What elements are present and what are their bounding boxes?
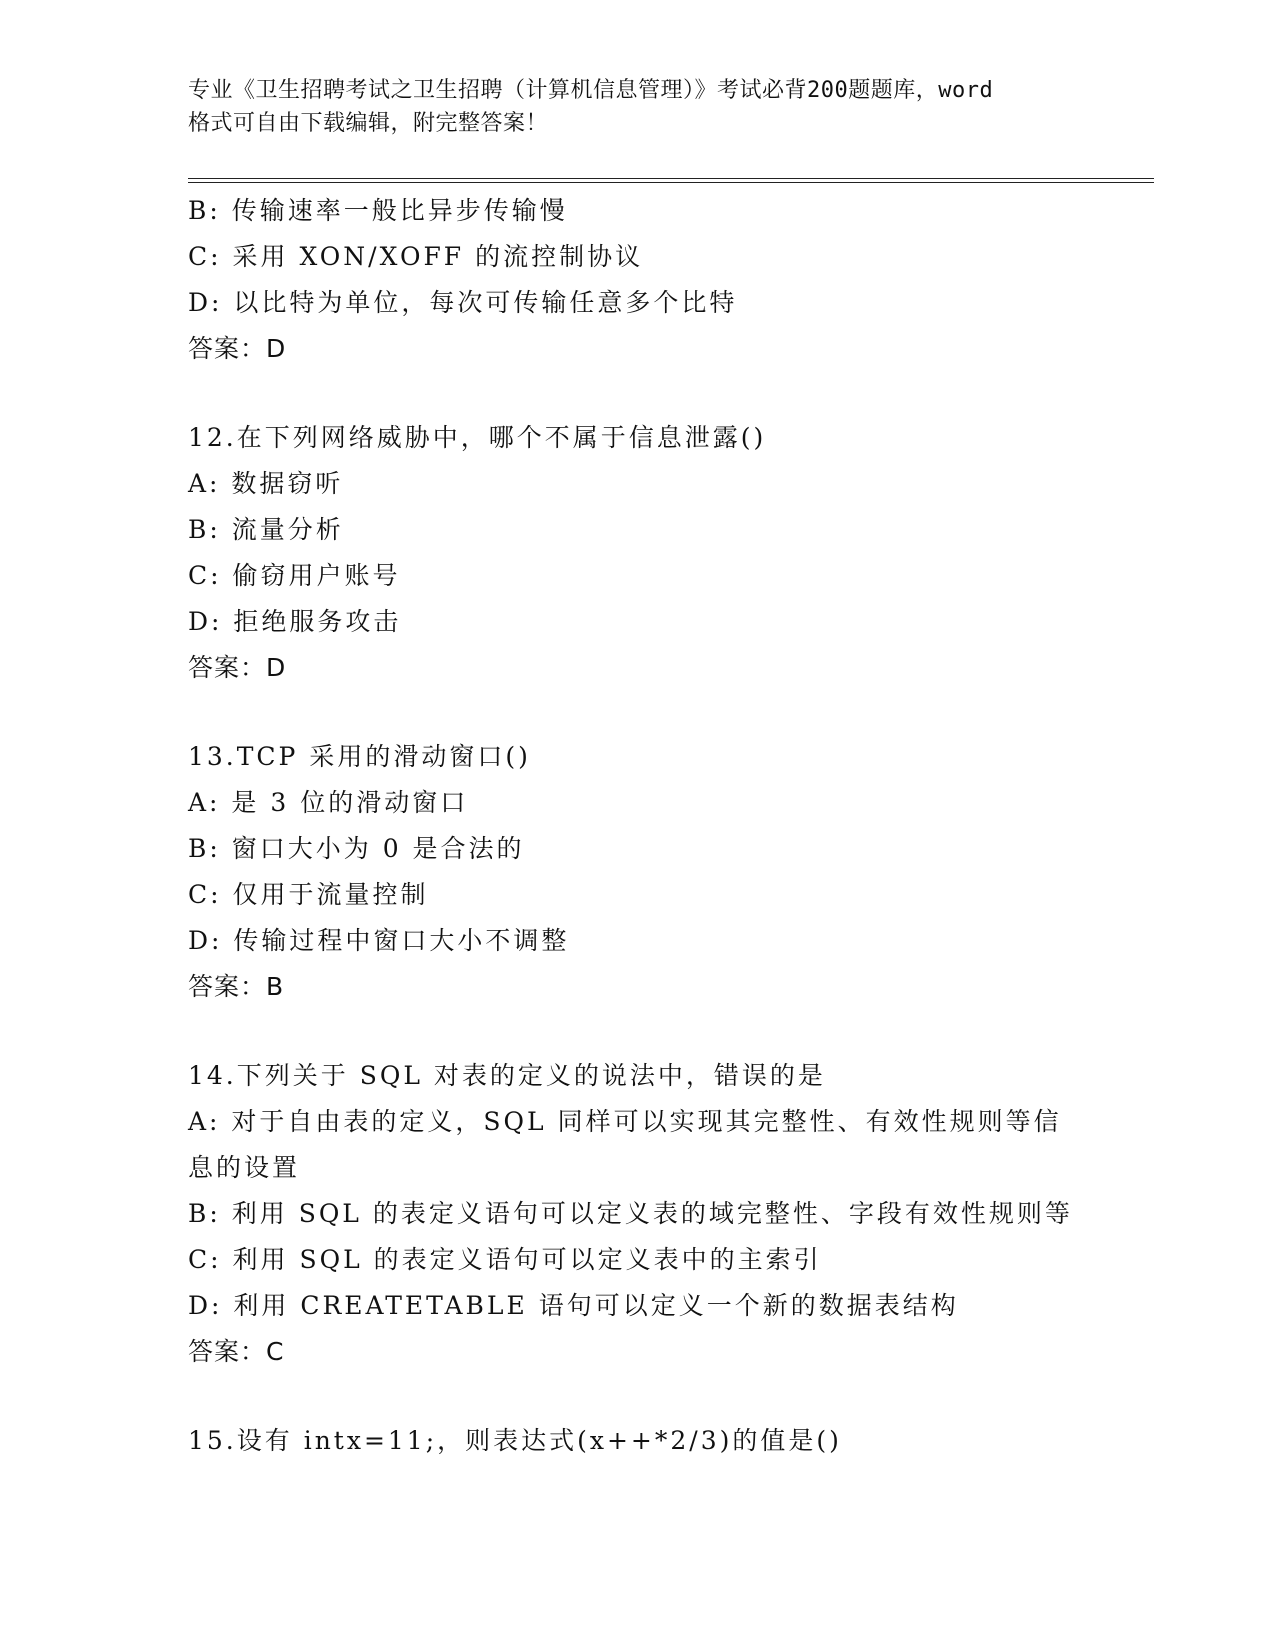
answer: 答案：C (188, 1337, 285, 1366)
option-d: D: 拒绝服务攻击 (188, 607, 402, 636)
option-b: B: 窗口大小为 0 是合法的 (188, 834, 525, 863)
question-list (188, 188, 1088, 1464)
option-c: C: 采用 XON/XOFF 的流控制协议 (188, 242, 644, 271)
question-15 (188, 1418, 1088, 1464)
option-d: D: 以比特为单位，每次可传输任意多个比特 (188, 288, 738, 317)
option-a: A: 对于自由表的定义，SQL 同样可以实现其完整性、有效性规则等信息的设置 (188, 1107, 1062, 1182)
question-text: 15.设有 intx=11;，则表达式(x++*2/3)的值是() (188, 1426, 842, 1455)
answer: 答案：B (188, 972, 285, 1001)
option-b: B: 利用 SQL 的表定义语句可以定义表的域完整性、字段有效性规则等 (188, 1199, 1073, 1228)
question-text: 13.TCP 采用的滑动窗口() (188, 742, 531, 771)
answer: 答案：D (188, 653, 287, 682)
header-divider (188, 178, 1154, 183)
option-a: A: 数据窃听 (188, 469, 344, 498)
question-13 (188, 734, 1088, 1010)
option-c: C: 利用 SQL 的表定义语句可以定义表中的主索引 (188, 1245, 822, 1274)
option-a: A: 是 3 位的滑动窗口 (188, 788, 469, 817)
option-c: C: 偷窃用户账号 (188, 561, 401, 590)
question-12 (188, 415, 1088, 691)
option-d: D: 传输过程中窗口大小不调整 (188, 926, 570, 955)
document-header (188, 74, 1108, 140)
question-text: 14.下列关于 SQL 对表的定义的说法中，错误的是 (188, 1061, 826, 1090)
option-b: B: 流量分析 (188, 515, 344, 544)
question-text: 12.在下列网络威胁中，哪个不属于信息泄露() (188, 423, 767, 452)
header-title-line-2: 格式可自由下载编辑，附完整答案！ (188, 111, 549, 136)
option-c: C: 仅用于流量控制 (188, 880, 429, 909)
answer: 答案：D (188, 334, 287, 363)
question-14 (188, 1053, 1088, 1375)
header-title-line-1: 专业《卫生招聘考试之卫生招聘（计算机信息管理）》考试必背200题题库，word (188, 78, 994, 103)
option-d: D: 利用 CREATETABLE 语句可以定义一个新的数据表结构 (188, 1291, 959, 1320)
question-11 (188, 188, 1088, 372)
option-b: B: 传输速率一般比异步传输慢 (188, 196, 568, 225)
